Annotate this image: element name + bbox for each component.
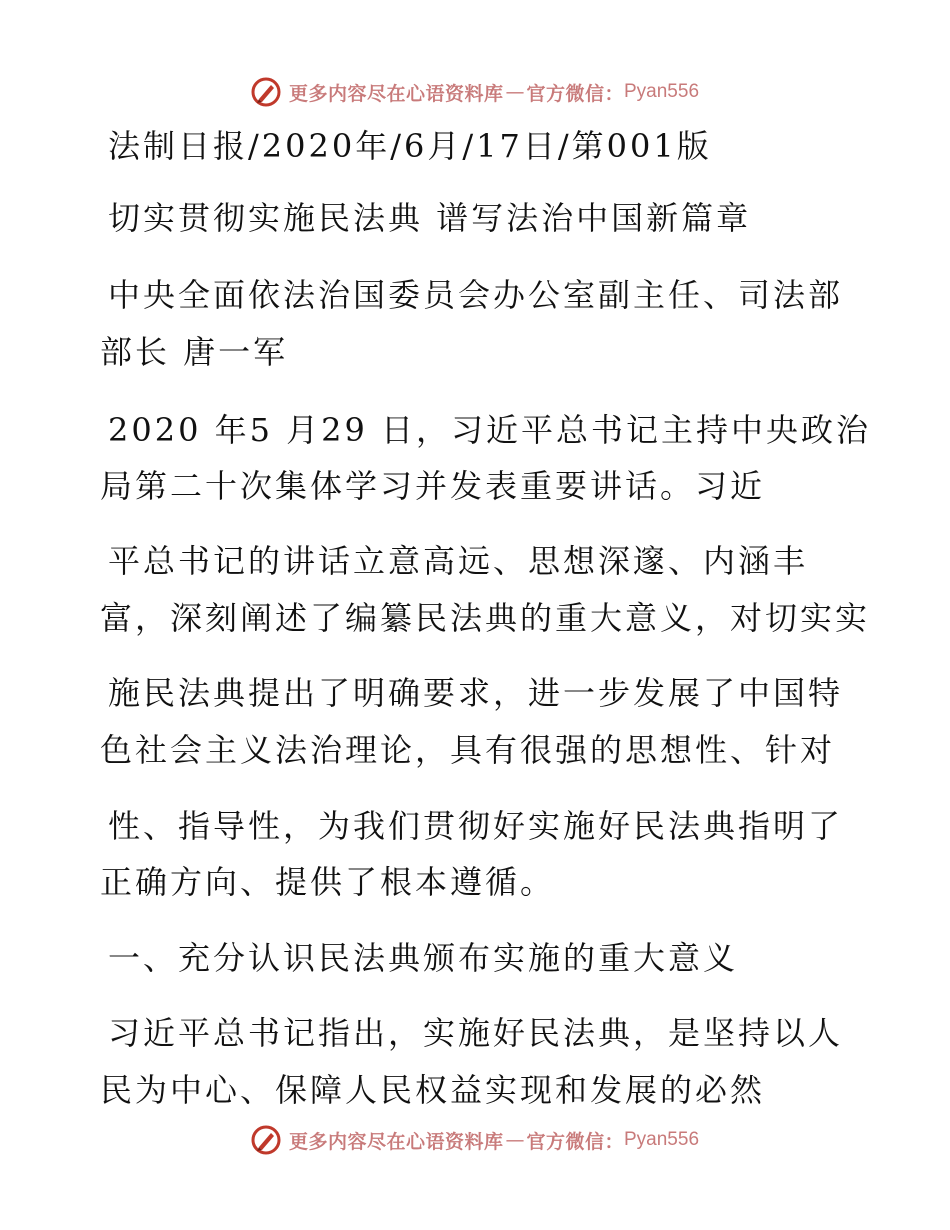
doc-paragraph-line: 2020 年5 月29 日，习近平总书记主持中央政治 <box>108 411 872 449</box>
watermark-wechat-label: 官方微信： <box>526 1130 624 1153</box>
footer-watermark <box>0 1120 950 1160</box>
doc-paragraph-line: 性、指导性，为我们贯彻好实施好民法典指明了 <box>108 807 844 845</box>
doc-section-heading: 一、充分认识民法典颁布实施的重大意义 <box>108 939 739 977</box>
watermark-text: 更多内容尽在心语资料库 <box>288 1130 504 1153</box>
doc-paragraph-line: 正确方向、提供了根本遵循。 <box>100 863 556 901</box>
watermark-separator: — <box>505 1129 525 1151</box>
watermark-text: 更多内容尽在心语资料库 <box>288 82 504 105</box>
watermark-separator: — <box>505 81 525 103</box>
doc-paragraph-line: 习近平总书记指出，实施好民法典，是坚持以人 <box>108 1014 844 1052</box>
watermark-handle: Pyan556 <box>624 81 700 102</box>
doc-source-line: 法制日报/2020年/6月/17日/第001版 <box>108 127 712 165</box>
watermark-wechat-label: 官方微信： <box>526 82 624 105</box>
watermark-handle: Pyan556 <box>624 1129 700 1150</box>
doc-author-line: 部长 唐一军 <box>100 333 289 371</box>
doc-author-line: 中央全面依法治国委员会办公室副主任、司法部 <box>108 276 844 314</box>
doc-paragraph-line: 局第二十次集体学习并发表重要讲话。习近 <box>100 467 766 505</box>
doc-title: 切实贯彻实施民法典 谱写法治中国新篇章 <box>108 199 752 237</box>
doc-paragraph-line: 施民法典提出了明确要求，进一步发展了中国特 <box>108 674 844 712</box>
header-watermark <box>0 72 950 112</box>
doc-paragraph-line: 富，深刻阐述了编纂民法典的重大意义，对切实实 <box>100 599 871 637</box>
doc-paragraph-line: 色社会主义法治理论，具有很强的思想性、针对 <box>100 731 836 769</box>
doc-paragraph-line: 民为中心、保障人民权益实现和发展的必然 <box>100 1071 766 1109</box>
pen-logo-icon <box>251 1125 281 1155</box>
doc-paragraph-line: 平总书记的讲话立意高远、思想深邃、内涵丰 <box>108 542 809 580</box>
pen-logo-icon <box>251 77 281 107</box>
